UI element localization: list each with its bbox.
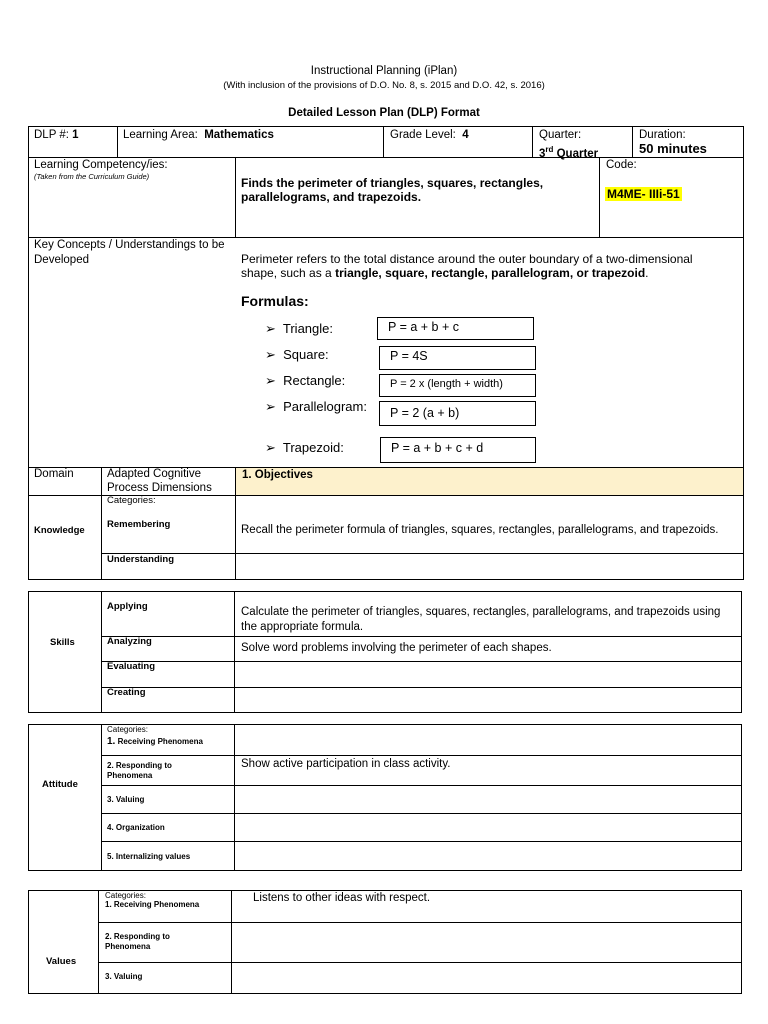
knowledge-objective: Recall the perimeter formula of triangles, squares, rectangles, parallelograms, and trapezoids. (241, 524, 719, 536)
values-domain: Values (46, 956, 77, 967)
attitude-category-2: 2. Responding to Phenomena (107, 761, 172, 780)
values-category-3: 3. Valuing (105, 972, 143, 981)
domain-header: Domain (34, 468, 74, 480)
formula-item-parallelogram: ➢ Parallelogram: (265, 399, 367, 414)
grade-level: Grade Level: 4 (390, 129, 469, 141)
formula-item-rectangle: ➢ Rectangle: (265, 373, 346, 388)
formula-box-parallelogram: P = 2 (a + b) (379, 401, 536, 426)
values-category-2: 2. Responding to Phenomena (105, 932, 170, 951)
attitude-objective: Show active participation in class activity. (241, 758, 451, 770)
formulas-label: Formulas: (241, 293, 309, 309)
quarter-label: Quarter: (539, 129, 582, 141)
knowledge-categories-label: Categories: (107, 495, 156, 506)
competency-note: (Taken from the Curriculum Guide) (34, 172, 150, 181)
evaluating-label: Evaluating (107, 661, 156, 672)
creating-label: Creating (107, 687, 146, 698)
understanding-label: Understanding (107, 554, 175, 565)
formula-item-square: ➢ Square: (265, 347, 329, 362)
formula-box-triangle: P = a + b + c (377, 317, 534, 340)
remembering-label: Remembering (107, 519, 171, 530)
knowledge-domain: Knowledge (34, 525, 85, 536)
analyzing-label: Analyzing (107, 636, 152, 647)
duration-value: 50 minutes (639, 141, 707, 156)
values-objective: Listens to other ideas with respect. (253, 892, 431, 904)
skills-domain: Skills (50, 637, 75, 648)
page-subtitle: (With inclusion of the provisions of D.O. No. 8, s. 2015 and D.O. 42, s. 2016) (223, 80, 545, 91)
formula-box-trapezoid: P = a + b + c + d (380, 437, 536, 463)
competency-label: Learning Competency/ies: (34, 159, 168, 171)
code-value: M4ME- IIIi-51 (607, 187, 680, 201)
key-concepts-text: Perimeter refers to the total distance around the outer boundary of a two-dimensional shape, such as a triangle, square, rectangle, parallelogram, or trapezoid. (241, 252, 693, 280)
values-category-1: 1. Receiving Phenomena (105, 900, 200, 909)
code-label: Code: (606, 159, 637, 171)
duration-label: Duration: (639, 129, 686, 141)
attitude-category-4: 4. Organization (107, 823, 165, 832)
quarter-value: 3rd Quarter (539, 145, 599, 160)
attitude-categories-label: Categories: (107, 725, 148, 734)
dlp-number: DLP #: 1 (34, 129, 79, 141)
attitude-category-5: 5. Internalizing values (107, 852, 191, 861)
attitude-category-1: 1. Receiving Phenomena (107, 736, 203, 747)
dimensions-header: Adapted Cognitive Process Dimensions (107, 468, 212, 494)
applying-label: Applying (107, 601, 148, 612)
formula-item-trapezoid: ➢ Trapezoid: (265, 440, 344, 455)
key-concepts-label: Key Concepts / Understandings to be Developed (34, 239, 225, 266)
formula-box-square: P = 4S (379, 346, 536, 370)
learning-area: Learning Area: Mathematics (123, 129, 274, 141)
values-categories-label: Categories: (105, 891, 146, 900)
attitude-category-3: 3. Valuing (107, 795, 145, 804)
attitude-domain: Attitude (42, 779, 78, 790)
applying-objective: Calculate the perimeter of triangles, squares, rectangles, parallelograms, and trapezoids using the appropriate formula. (241, 606, 721, 633)
competency-text: Finds the perimeter of triangles, squares, rectangles, parallelograms, and trapezoids. (241, 176, 544, 204)
objectives-header: 1. Objectives (242, 469, 313, 481)
format-title: Detailed Lesson Plan (DLP) Format (288, 107, 480, 119)
formula-box-rectangle: P = 2 x (length + width) (379, 374, 536, 397)
page-title: Instructional Planning (iPlan) (310, 65, 458, 77)
formula-item-triangle: ➢ Triangle: (265, 321, 333, 336)
analyzing-objective: Solve word problems involving the perimeter of each shapes. (241, 642, 552, 654)
